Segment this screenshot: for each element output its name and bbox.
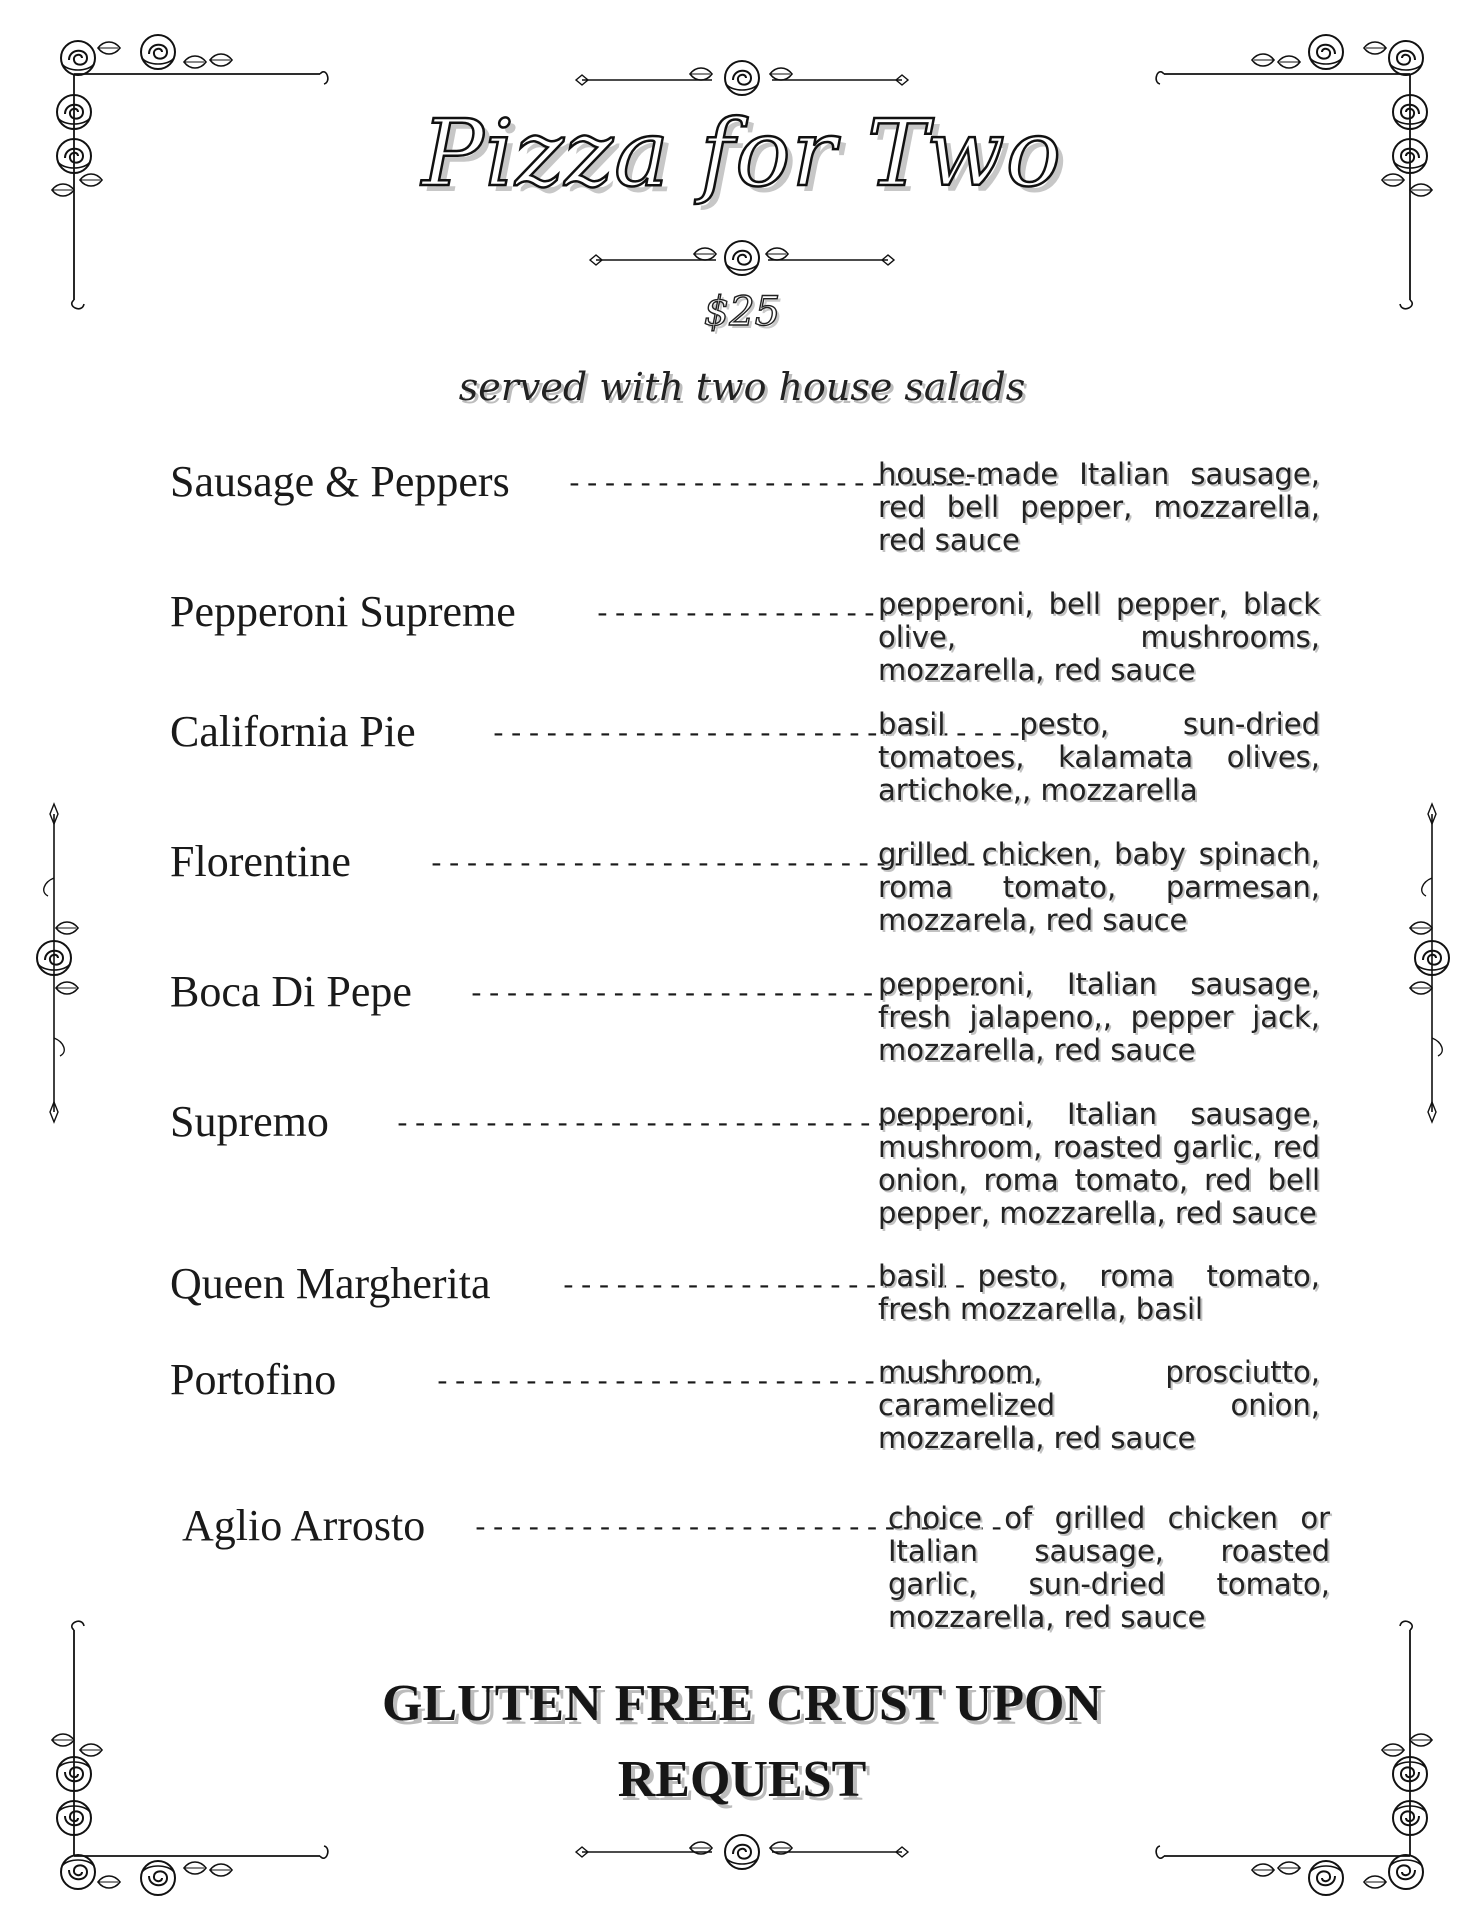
menu-subtitle: served with two house salads <box>458 365 1026 409</box>
dotted-leader: ---------------------------------- <box>434 1368 1040 1399</box>
dotted-leader: ----------------------- <box>560 1272 970 1303</box>
item-name: Sausage & Peppers <box>170 457 510 506</box>
menu-title: Pizza for Two <box>421 100 1063 207</box>
side-ornament-right <box>1402 798 1462 1128</box>
item-name: Aglio Arrosto <box>182 1501 426 1550</box>
divider-ornament-bottom <box>572 1822 912 1882</box>
dotted-leader: ------------------------ <box>566 470 994 501</box>
gluten-free-note <box>0 1666 1484 1818</box>
item-name: Florentine <box>170 837 351 886</box>
item-name: Supremo <box>170 1097 329 1146</box>
item-description: pepperoni, bell pepper, black olive, mushrooms, mozzarella, red sauce <box>878 587 1320 687</box>
dotted-leader: --------------------- <box>594 600 968 631</box>
item-description: grilled chicken, baby spinach, roma tomato, parmesan, mozzarela, red sauce <box>878 837 1320 937</box>
item-description: pepperoni, Italian sausage, mushroom, roasted garlic, red onion, roma tomato, red bell pepper, mozzarella, red sauce <box>878 1097 1320 1230</box>
item-description: mushroom, prosciutto, caramelized onion, mozzarella, red sauce <box>878 1355 1320 1455</box>
side-ornament-left <box>24 798 84 1128</box>
dotted-leader: ----------------------------------- <box>394 1110 1018 1141</box>
menu-price: $25 <box>703 289 781 335</box>
dotted-leader: ----------------------------------- <box>428 850 1052 881</box>
gluten-free-note-line-2: REQUEST <box>617 1751 867 1808</box>
item-description: choice of grilled chicken or Italian sausage, roasted garlic, sun-dried tomato, mozzarella, red sauce <box>888 1501 1330 1634</box>
item-description: pepperoni, Italian sausage, fresh jalapeno,, pepper jack, mozzarella, red sauce <box>878 967 1320 1067</box>
dotted-leader: ------------------------------ <box>490 720 1025 751</box>
item-description: house-made Italian sausage, red bell pepper, mozzarella, red sauce <box>878 457 1320 557</box>
item-name: Boca Di Pepe <box>170 967 412 1016</box>
item-name: Pepperoni Supreme <box>170 587 516 636</box>
item-description: basil pesto, sun-dried tomatoes, kalamata olives, artichoke,, mozzarella <box>878 707 1320 807</box>
divider-ornament-under-title <box>586 232 898 288</box>
dotted-leader: ----------------------------- <box>468 980 985 1011</box>
item-name: California Pie <box>170 707 416 756</box>
gluten-free-note-line-1: GLUTEN FREE CRUST UPON <box>382 1675 1102 1732</box>
item-name: Queen Margherita <box>170 1259 491 1308</box>
dotted-leader: ------------------------------- <box>472 1514 1024 1545</box>
item-description: basil pesto, roma tomato, fresh mozzarella, basil <box>878 1259 1320 1326</box>
item-name: Portofino <box>170 1355 337 1404</box>
